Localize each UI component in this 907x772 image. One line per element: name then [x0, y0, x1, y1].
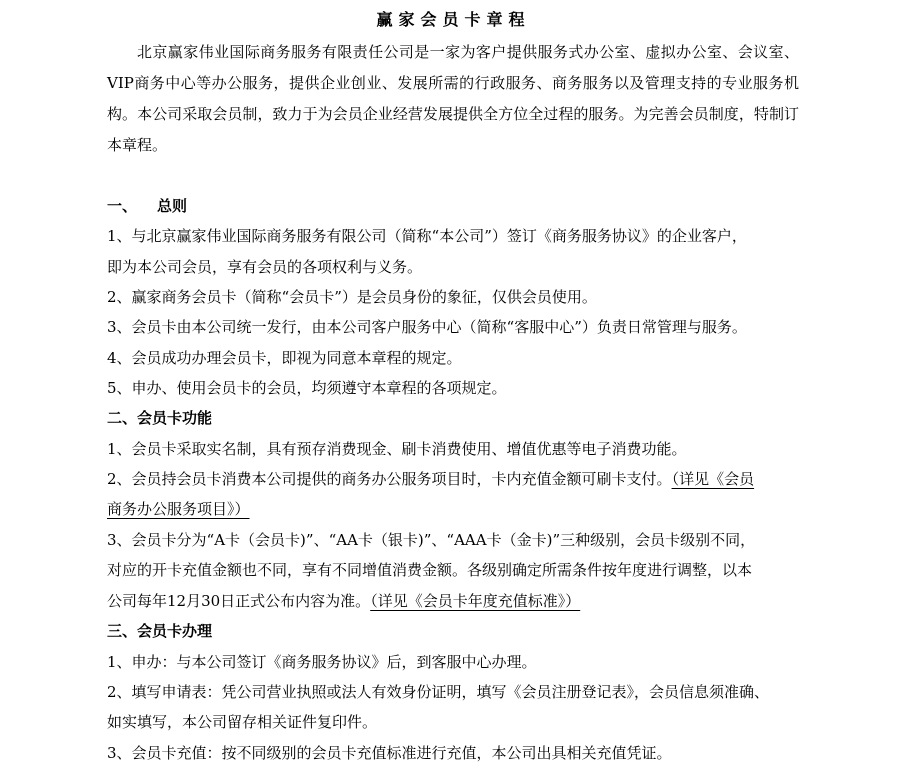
general-item-2: 2、赢家商务会员卡（简称“会员卡”）是会员身份的象征，仅供会员使用。	[107, 288, 597, 306]
functions-item-1: 1、会员卡采取实名制，具有预存消费现金、刷卡消费使用、增值优惠等电子消费功能。	[107, 440, 687, 458]
intro-paragraph: 北京赢家伟业国际商务服务有限责任公司是一家为客户提供服务式办公室、虚拟办公室、会议室、VIP商务中心等办公服务，提供企业创业、发展所需的行政服务、商务服务以及管理支持的专业服务机构。本公司采取会员制，致力于为会员企业经营发展提供全方位全过程的服务。为完善会员制度，特制订本章程。	[107, 43, 799, 154]
functions-item-2-line-2	[107, 497, 250, 521]
application-item-2-line-1: 2、填写申请表：凭公司营业执照或法人有效身份证明，填写《会员注册登记表》，会员信息须准确、	[107, 683, 770, 701]
section-heading-card-functions: 二、会员卡功能	[107, 409, 213, 427]
general-item-5: 5、申办、使用会员卡的会员，均须遵守本章程的各项规定。	[107, 379, 507, 397]
general-item-1-line-2: 即为本公司会员，享有会员的各项权利与义务。	[107, 258, 423, 276]
functions-item-2-line-1	[107, 467, 754, 491]
application-item-1: 1、申办：与本公司签订《商务服务协议》后，到客服中心办理。	[107, 653, 537, 671]
annual-standard-reference-link[interactable]: （详见《会员卡年度充值标准》）	[370, 592, 581, 610]
application-item-3: 3、会员卡充值：按不同级别的会员卡充值标准进行充值，本公司出具相关充值凭证。	[107, 744, 672, 762]
functions-item-3-line-2: 对应的开卡充值金额也不同，享有不同增值消费金额。各级别确定所需条件按年度进行调整，以本	[107, 561, 753, 579]
general-item-1-line-1: 1、与北京赢家伟业国际商务服务有限公司（简称“本公司”）签订《商务服务协议》的企业客户，	[107, 227, 747, 245]
section-title: 总则	[157, 197, 188, 215]
general-item-4: 4、会员成功办理会员卡，即视为同意本章程的规定。	[107, 349, 462, 367]
document-title: 赢家会员卡章程	[376, 10, 531, 29]
general-item-3: 3、会员卡由本公司统一发行，由本公司客户服务中心（简称“客服中心”）负责日常管理与服务。	[107, 318, 747, 336]
section-heading-general	[107, 194, 187, 218]
functions-item-3-text: 公司每年12月30日正式公布内容为准。	[107, 592, 371, 610]
application-item-2-line-2: 如实填写，本公司留存相关证件复印件。	[107, 713, 378, 731]
section-number: 一、	[107, 197, 138, 215]
functions-item-2-text: 2、会员持会员卡消费本公司提供的商务办公服务项目时，卡内充值金额可刷卡支付。	[107, 470, 672, 488]
functions-item-3-line-1: 3、会员卡分为“A卡（会员卡)”、“AA卡（银卡)”、“AAA卡（金卡)”三种级别，会员卡级别不同，	[107, 531, 756, 549]
service-items-reference-link[interactable]: （详见《会员	[671, 470, 755, 488]
functions-item-3-line-3	[107, 589, 580, 613]
section-heading-card-application: 三、会员卡办理	[107, 622, 213, 640]
service-items-reference-link-cont[interactable]: 商务办公服务项目》）	[107, 500, 250, 518]
